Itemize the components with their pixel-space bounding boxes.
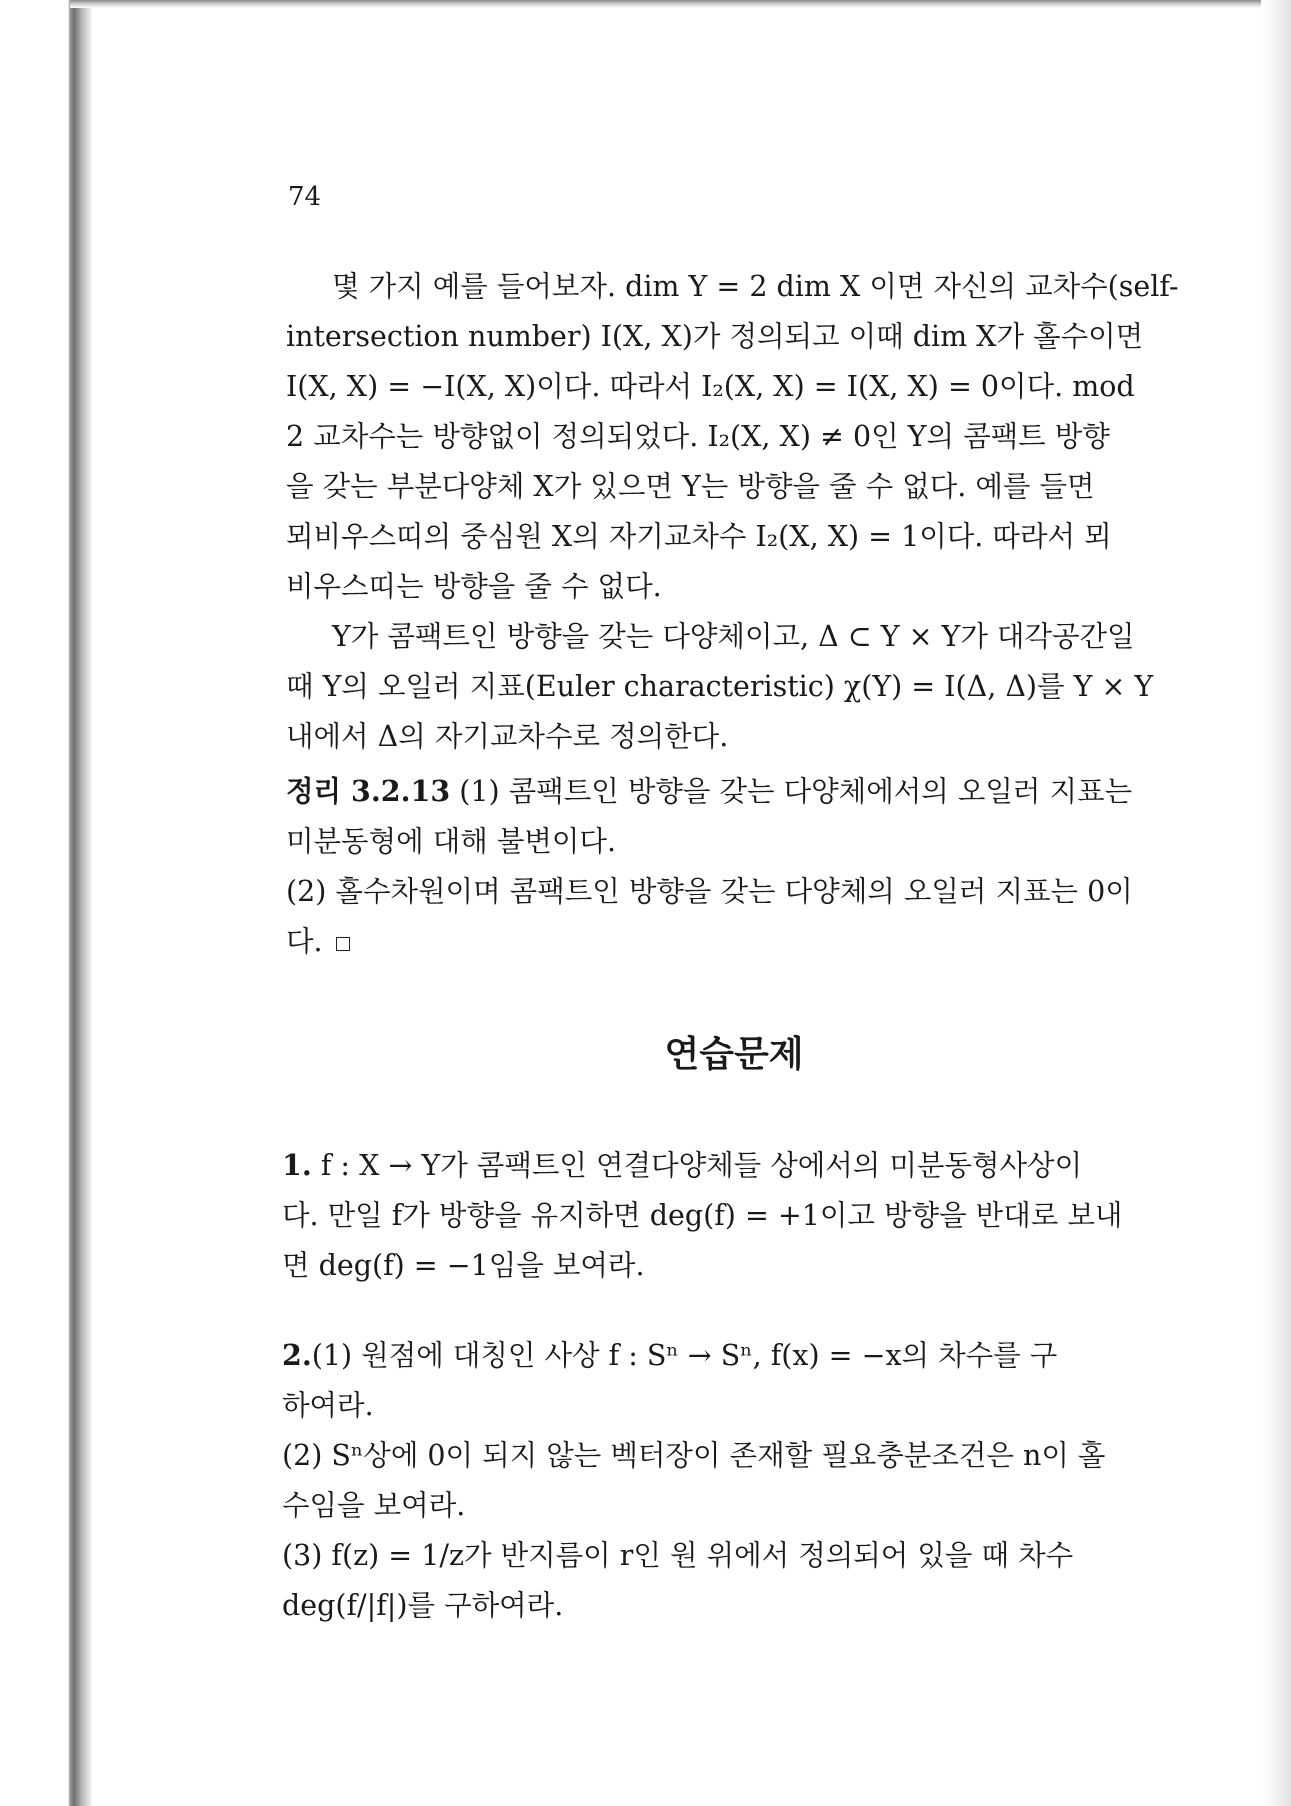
section-title-exercises: 연습문제 [664, 1033, 804, 1075]
exercise-line: 수임을 보여라. [282, 1489, 466, 1522]
book-top-edge [70, 0, 1291, 8]
paragraph-line: 뫼비우스띠의 중심원 X의 자기교차수 I₂(X, X) = 1이다. 따라서 뫼 [286, 520, 1112, 553]
exercise-line: deg(f/|f|)를 구하여라. [282, 1589, 564, 1622]
paragraph-line: 을 갖는 부분다양체 X가 있으면 Y는 방향을 줄 수 없다. 예를 들면 [286, 470, 1095, 503]
exercise-line: 하여라. [282, 1389, 374, 1422]
paragraph-line: 2 교차수는 방향없이 정의되었다. I₂(X, X) ≠ 0인 Y의 콤팩트 방향 [286, 420, 1110, 453]
exercise-line: (3) f(z) = 1/z가 반지름이 r인 원 위에서 정의되어 있을 때 차수 [282, 1539, 1074, 1572]
paragraph-line: 비우스띠는 방향을 줄 수 없다. [286, 570, 662, 603]
theorem-line: (2) 홀수차원이며 콤팩트인 방향을 갖는 다양체의 오일러 지표는 0이 [286, 875, 1133, 908]
paragraph-line: 내에서 Δ의 자기교차수로 정의한다. [286, 720, 729, 753]
exercise-line [282, 1140, 1182, 1191]
paragraph-line: I(X, X) = −I(X, X)이다. 따라서 I₂(X, X) = I(X, X) = 0이다. mod [286, 370, 1135, 403]
qed-square-icon [336, 937, 350, 951]
exercise-2 [282, 1330, 1182, 1631]
paragraph-line: Y가 콤팩트인 방향을 갖는 다양체이고, Δ ⊂ Y × Y가 대각공간일 [332, 620, 1135, 653]
exercise-line: (2) Sⁿ상에 0이 되지 않는 벡터장이 존재할 필요충분조건은 n이 홀 [282, 1439, 1106, 1472]
theorem-line [286, 766, 1182, 817]
theorem-label: 정리 3.2.13 [286, 774, 451, 808]
paragraph-line: 때 Y의 오일러 지표(Euler characteristic) χ(Y) = I(Δ, Δ)를 Y × Y [286, 670, 1154, 703]
exercise-text: f : X → Y가 콤팩트인 연결다양체들 상에서의 미분동형사상이 [311, 1149, 1083, 1182]
exercise-text: (1) 원점에 대칭인 사상 f : Sⁿ → Sⁿ, f(x) = −x의 차수를 구 [311, 1339, 1058, 1372]
paragraph-euler-characteristic [286, 612, 1182, 762]
exercise-number: 1. [282, 1148, 312, 1182]
book-right-edge [1261, 0, 1291, 1806]
theorem-3-2-13 [286, 766, 1182, 967]
paragraph-line: 몇 가지 예를 들어보자. dim Y = 2 dim X 이면 자신의 교차수(self- [332, 270, 1179, 303]
theorem-text: (1) 콤팩트인 방향을 갖는 다양체에서의 오일러 지표는 [450, 775, 1133, 808]
book-left-edge [0, 0, 92, 1806]
paragraph-examples [286, 262, 1182, 612]
theorem-line: 미분동형에 대해 불변이다. [286, 825, 617, 858]
page-number: 74 [288, 182, 322, 212]
exercise-line: 다. 만일 f가 방향을 유지하면 deg(f) = +1이고 방향을 반대로 보내 [282, 1199, 1123, 1232]
exercise-number: 2. [282, 1338, 312, 1372]
paragraph-line: intersection number) I(X, X)가 정의되고 이때 dim X가 홀수이면 [286, 320, 1144, 353]
exercise-line: 면 deg(f) = −1임을 보여라. [282, 1249, 645, 1282]
exercise-line [282, 1330, 1182, 1381]
theorem-line [286, 917, 1182, 967]
theorem-text: 다. [286, 925, 323, 958]
exercise-1 [282, 1140, 1182, 1291]
